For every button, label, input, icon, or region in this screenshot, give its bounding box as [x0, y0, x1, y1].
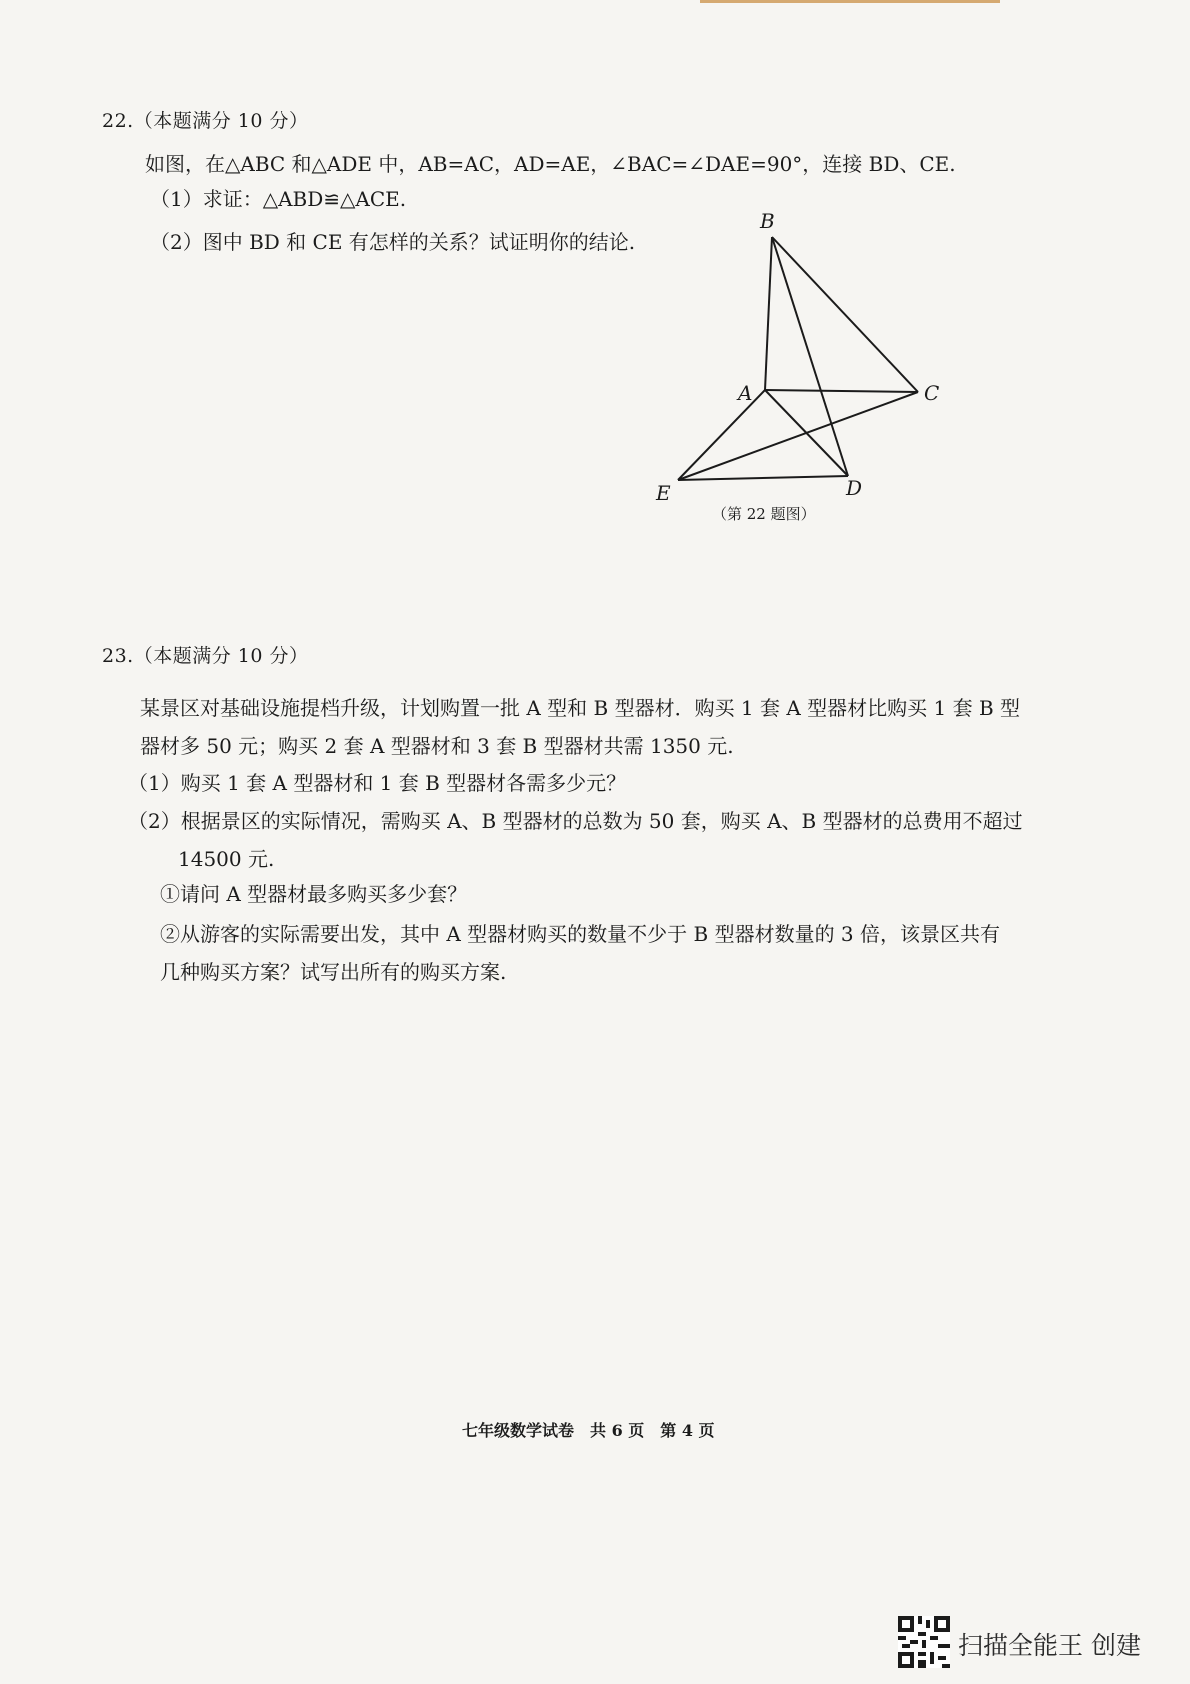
top-edge-stain: [700, 0, 1000, 3]
figure-segments: [678, 237, 918, 480]
segment-BC: [772, 237, 918, 392]
label-D: D: [846, 476, 863, 500]
q23-part2-line2: 14500 元.: [178, 847, 275, 871]
q22-header: 22.（本题满分 10 分）: [102, 110, 309, 132]
scanner-watermark-text: 扫描全能王 创建: [958, 1631, 1141, 1660]
segment-EC: [678, 392, 918, 480]
page-footer: 七年级数学试卷 共 6 页 第 4 页: [462, 1421, 715, 1440]
label-C: C: [924, 381, 940, 405]
q23-part1: （1）购买 1 套 A 型器材和 1 套 B 型器材各需多少元？: [128, 771, 627, 795]
q23-header: 23.（本题满分 10 分）: [102, 645, 309, 667]
qr-code-icon: [898, 1616, 950, 1668]
q23-part2-line1: （2）根据景区的实际情况，需购买 A、B 型器材的总数为 50 套，购买 A、B 型器材的总费用不超过: [128, 809, 1023, 833]
label-A: A: [738, 381, 753, 405]
q23-sub2-line2: 几种购买方案？试写出所有的购买方案.: [160, 960, 507, 984]
q22-figure-caption: （第 22 题图）: [712, 505, 816, 523]
q22-part1: （1）求证：△ABD≌△ACE.: [150, 187, 407, 211]
segment-BD: [772, 237, 848, 476]
q22-part2: （2）图中 BD 和 CE 有怎样的关系？试证明你的结论.: [150, 230, 636, 254]
q22-figure: [640, 200, 960, 540]
q23-stem-line1: 某景区对基础设施提档升级，计划购置一批 A 型和 B 型器材．购买 1 套 A 型器材比购买 1 套 B 型: [140, 696, 1021, 720]
segment-ED: [678, 476, 848, 480]
label-E: E: [656, 481, 671, 505]
label-B: B: [760, 209, 775, 233]
segment-AC: [765, 390, 918, 392]
segment-AB: [765, 237, 772, 390]
q23-sub2-line1: ②从游客的实际需要出发，其中 A 型器材购买的数量不少于 B 型器材数量的 3 倍，该景区共有: [160, 922, 1001, 946]
q23-stem-line2: 器材多 50 元；购买 2 套 A 型器材和 3 套 B 型器材共需 1350 元.: [140, 734, 734, 758]
q23-sub1: ①请问 A 型器材最多购买多少套？: [160, 882, 468, 906]
q22-stem: 如图，在△ABC 和△ADE 中，AB=AC，AD=AE，∠BAC=∠DAE=90°，连接 BD、CE.: [145, 152, 956, 176]
